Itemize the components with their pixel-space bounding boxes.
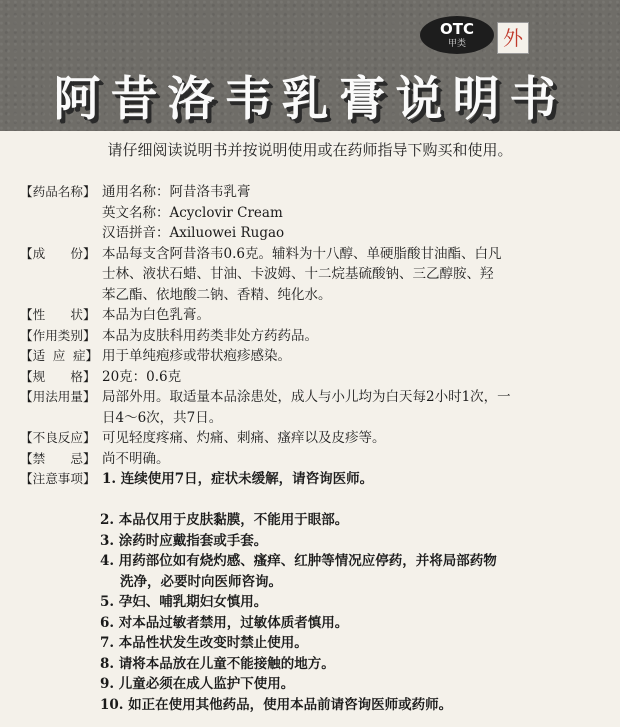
row-line: 日4～6次，共7日。 (102, 409, 223, 426)
row-line: 本品为皮肤科用药类非处方药药品。 (102, 327, 318, 344)
row-label: 【作用类别】 (20, 327, 96, 343)
row-content (100, 182, 615, 244)
row-dosage (20, 387, 615, 428)
row-label: 【适 应 症】 (20, 348, 99, 363)
row-line: 用于单纯疱疹或带状疱疹感染。 (102, 348, 291, 364)
row-content (100, 449, 615, 470)
row-label: 【药品名称】 (20, 184, 96, 199)
row-drug-name (20, 182, 615, 244)
list-item: 5. 孕妇、哺乳期妇女慎用。 (100, 594, 268, 610)
row-line: 通用名称：阿昔洛韦乳膏 (102, 184, 251, 200)
row-adverse-reactions (20, 428, 615, 449)
info-section (20, 182, 615, 490)
list-item: 4. 用药部位如有烧灼感、瘙痒、红肿等情况应停药，并将局部药物 (100, 553, 497, 569)
otc-sub-label: 甲类 (447, 39, 466, 49)
header-banner (0, 0, 620, 131)
otc-badge (420, 16, 494, 54)
list-item: 10. 如正在使用其他药品，使用本品前请咨询医师或药师。 (100, 696, 453, 713)
row-line: 本品为白色乳膏。 (102, 307, 210, 323)
row-contraindications (20, 449, 615, 470)
row-content (100, 244, 615, 306)
row-line: 局部外用。取适量本品涂患处，成人与小儿均为白天每2小时1次，一 (102, 389, 511, 405)
row-line: 汉语拼音：Axiluowei Rugao (102, 225, 285, 241)
list-item: 6. 对本品过敏者禁用，过敏体质者慎用。 (100, 614, 349, 631)
precautions-list (100, 510, 497, 715)
row-label: 【成 份】 (20, 245, 96, 261)
external-use-mark: 外 (497, 22, 529, 54)
row-line: 20克：0.6克 (102, 368, 182, 385)
row-label: 【注意事项】 (20, 471, 96, 486)
row-content (100, 387, 615, 428)
row-line: 1. 连续使用7日，症状未缓解，请咨询医师。 (102, 471, 374, 487)
row-line: 士林、液状石蜡、甘油、卡波姆、十二烷基硫酸钠、三乙醇胺、羟 (102, 266, 494, 282)
row-ingredients (20, 244, 615, 306)
list-item: 洗净，必要时向医师咨询。 (120, 573, 282, 590)
row-specification (20, 367, 615, 388)
list-item: 9. 儿童必须在成人监护下使用。 (100, 676, 295, 692)
row-label: 【不良反应】 (20, 430, 96, 445)
row-content (100, 428, 615, 449)
row-category (20, 326, 615, 347)
row-label: 【禁 忌】 (20, 450, 96, 466)
instruction-note: 请仔细阅读说明书并按说明使用或在药师指导下购买和使用。 (107, 141, 513, 159)
list-item: 7. 本品性状发生改变时禁止使用。 (100, 635, 308, 651)
row-content (100, 367, 615, 388)
document-title: 阿昔洛韦乳膏说明书 (53, 72, 567, 127)
row-line: 本品每支含阿昔洛韦0.6克。辅料为十八醇、单硬脂酸甘油酯、白凡 (102, 245, 502, 262)
row-indications (20, 346, 615, 367)
list-item: 8. 请将本品放在儿童不能接触的地方。 (100, 655, 335, 672)
row-line: 英文名称：Acyclovir Cream (102, 204, 283, 221)
list-item: 2. 本品仅用于皮肤黏膜，不能用于眼部。 (100, 512, 349, 528)
row-precautions (20, 469, 615, 490)
row-appearance (20, 305, 615, 326)
row-content (100, 326, 615, 347)
row-line: 尚不明确。 (102, 450, 170, 467)
row-line: 苯乙酯、依地酸二钠、香精、纯化水。 (102, 286, 332, 303)
row-content (100, 305, 615, 326)
row-content (100, 346, 615, 367)
row-content (100, 469, 615, 490)
otc-label: OTC (440, 20, 474, 38)
row-line: 可见轻度疼痛、灼痛、刺痛、瘙痒以及皮疹等。 (102, 430, 386, 446)
list-item: 3. 涂药时应戴指套或手套。 (100, 532, 268, 549)
row-label: 【规 格】 (20, 368, 96, 384)
row-label: 【性 状】 (20, 307, 96, 322)
row-label: 【用法用量】 (20, 389, 96, 404)
